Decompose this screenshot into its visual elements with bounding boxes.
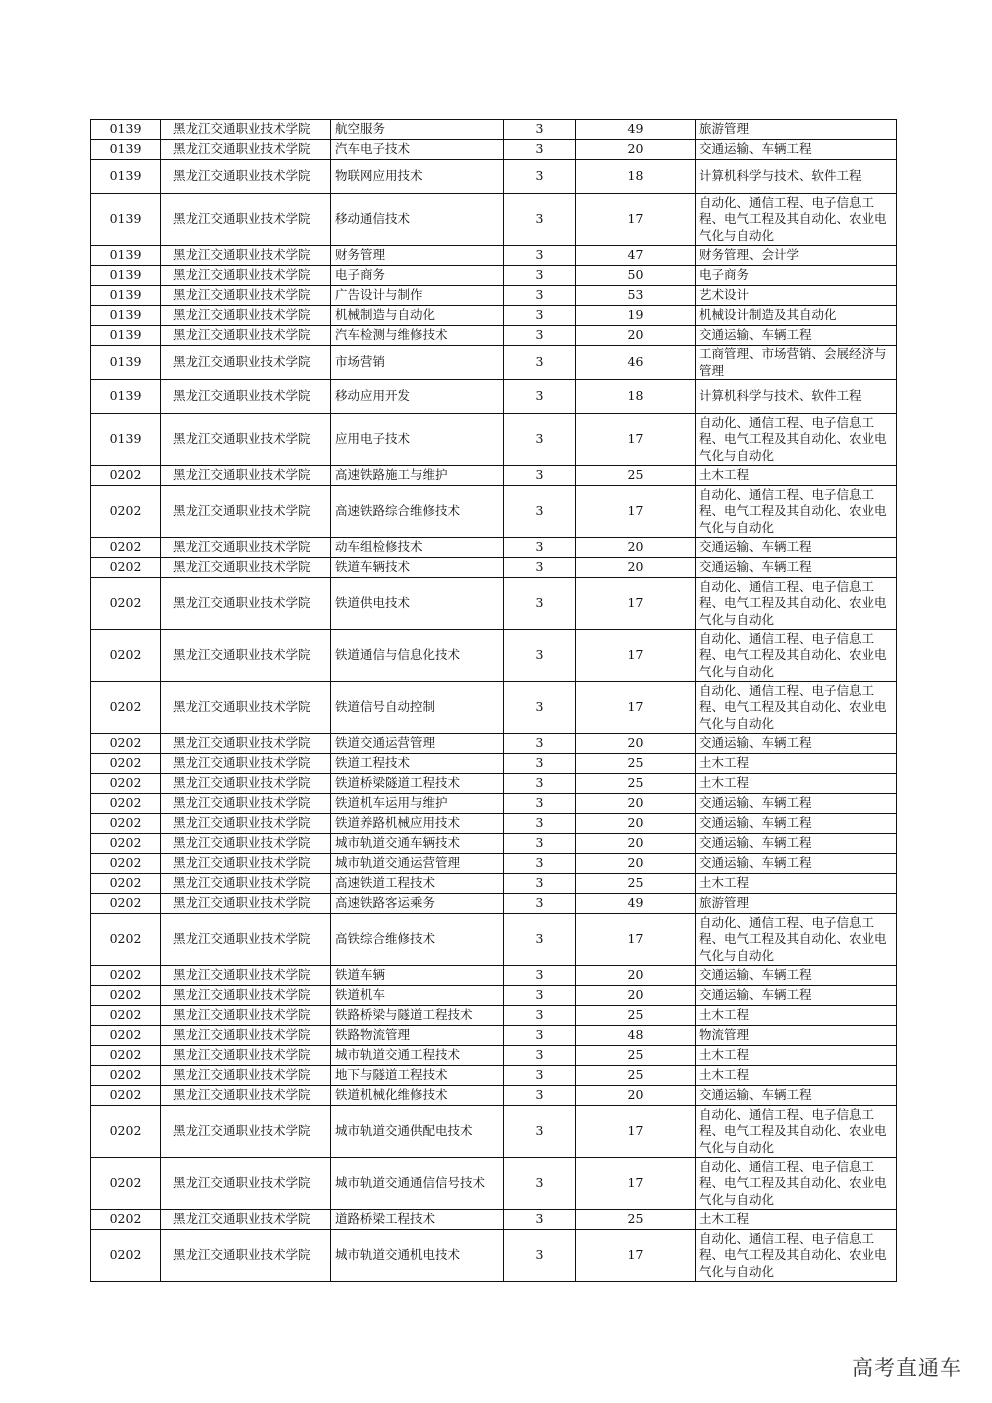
duration-cell: 3 xyxy=(504,286,576,306)
duration-cell: 3 xyxy=(504,1006,576,1026)
table-row xyxy=(91,894,897,914)
program-code-cell: 0202 xyxy=(91,1158,161,1210)
score-cell: 20 xyxy=(576,140,696,160)
duration-cell: 3 xyxy=(504,814,576,834)
school-name-cell: 黑龙江交通职业技术学院 xyxy=(161,914,331,966)
program-code-cell: 0202 xyxy=(91,558,161,578)
table-row xyxy=(91,854,897,874)
table-row xyxy=(91,414,897,466)
duration-cell: 3 xyxy=(504,558,576,578)
score-cell: 20 xyxy=(576,538,696,558)
major-name-cell: 电子商务 xyxy=(331,266,504,286)
target-major-cell: 交通运输、车辆工程 xyxy=(696,834,897,854)
major-name-cell: 铁路桥梁与隧道工程技术 xyxy=(331,1006,504,1026)
major-name-cell: 城市轨道交通供配电技术 xyxy=(331,1106,504,1158)
school-name-cell: 黑龙江交通职业技术学院 xyxy=(161,966,331,986)
table-row xyxy=(91,160,897,194)
program-code-cell: 0202 xyxy=(91,874,161,894)
major-name-cell: 城市轨道交通通信信号技术 xyxy=(331,1158,504,1210)
target-major-cell: 交通运输、车辆工程 xyxy=(696,986,897,1006)
major-name-cell: 广告设计与制作 xyxy=(331,286,504,306)
target-major-cell: 旅游管理 xyxy=(696,120,897,140)
score-cell: 20 xyxy=(576,986,696,1006)
score-cell: 17 xyxy=(576,1158,696,1210)
school-name-cell: 黑龙江交通职业技术学院 xyxy=(161,854,331,874)
school-name-cell: 黑龙江交通职业技术学院 xyxy=(161,486,331,538)
score-cell: 49 xyxy=(576,894,696,914)
program-code-cell: 0202 xyxy=(91,854,161,874)
program-code-cell: 0202 xyxy=(91,1046,161,1066)
program-code-cell: 0202 xyxy=(91,1086,161,1106)
duration-cell: 3 xyxy=(504,754,576,774)
table-row xyxy=(91,914,897,966)
duration-cell: 3 xyxy=(504,538,576,558)
table-row xyxy=(91,246,897,266)
score-cell: 17 xyxy=(576,194,696,246)
table-row xyxy=(91,558,897,578)
target-major-cell: 土木工程 xyxy=(696,466,897,486)
duration-cell: 3 xyxy=(504,1066,576,1086)
major-name-cell: 城市轨道交通车辆技术 xyxy=(331,834,504,854)
major-name-cell: 高速铁路施工与维护 xyxy=(331,466,504,486)
target-major-cell: 自动化、通信工程、电子信息工程、电气工程及其自动化、农业电气化与自动化 xyxy=(696,682,897,734)
table-row xyxy=(91,120,897,140)
target-major-cell: 工商管理、市场营销、会展经济与管理 xyxy=(696,346,897,380)
program-code-cell: 0139 xyxy=(91,346,161,380)
target-major-cell: 自动化、通信工程、电子信息工程、电气工程及其自动化、农业电气化与自动化 xyxy=(696,414,897,466)
target-major-cell: 旅游管理 xyxy=(696,894,897,914)
table-row xyxy=(91,1006,897,1026)
school-name-cell: 黑龙江交通职业技术学院 xyxy=(161,306,331,326)
major-name-cell: 航空服务 xyxy=(331,120,504,140)
major-name-cell: 铁道桥梁隧道工程技术 xyxy=(331,774,504,794)
duration-cell: 3 xyxy=(504,326,576,346)
target-major-cell: 自动化、通信工程、电子信息工程、电气工程及其自动化、农业电气化与自动化 xyxy=(696,1158,897,1210)
school-name-cell: 黑龙江交通职业技术学院 xyxy=(161,266,331,286)
target-major-cell: 土木工程 xyxy=(696,1066,897,1086)
target-major-cell: 物流管理 xyxy=(696,1026,897,1046)
school-name-cell: 黑龙江交通职业技术学院 xyxy=(161,326,331,346)
major-name-cell: 物联网应用技术 xyxy=(331,160,504,194)
program-code-cell: 0139 xyxy=(91,120,161,140)
target-major-cell: 土木工程 xyxy=(696,754,897,774)
target-major-cell: 交通运输、车辆工程 xyxy=(696,558,897,578)
target-major-cell: 计算机科学与技术、软件工程 xyxy=(696,160,897,194)
program-code-cell: 0202 xyxy=(91,578,161,630)
school-name-cell: 黑龙江交通职业技术学院 xyxy=(161,814,331,834)
program-code-cell: 0139 xyxy=(91,326,161,346)
program-code-cell: 0202 xyxy=(91,1106,161,1158)
duration-cell: 3 xyxy=(504,380,576,414)
program-code-cell: 0139 xyxy=(91,246,161,266)
duration-cell: 3 xyxy=(504,1046,576,1066)
major-name-cell: 道路桥梁工程技术 xyxy=(331,1210,504,1230)
major-name-cell: 铁路物流管理 xyxy=(331,1026,504,1046)
school-name-cell: 黑龙江交通职业技术学院 xyxy=(161,682,331,734)
program-code-cell: 0202 xyxy=(91,1066,161,1086)
score-cell: 25 xyxy=(576,466,696,486)
major-name-cell: 铁道机械化维修技术 xyxy=(331,1086,504,1106)
target-major-cell: 自动化、通信工程、电子信息工程、电气工程及其自动化、农业电气化与自动化 xyxy=(696,1106,897,1158)
score-cell: 17 xyxy=(576,630,696,682)
score-cell: 17 xyxy=(576,682,696,734)
score-cell: 25 xyxy=(576,774,696,794)
duration-cell: 3 xyxy=(504,834,576,854)
target-major-cell: 土木工程 xyxy=(696,1006,897,1026)
table-row xyxy=(91,1230,897,1282)
major-name-cell: 高铁综合维修技术 xyxy=(331,914,504,966)
program-code-cell: 0202 xyxy=(91,1026,161,1046)
major-name-cell: 汽车检测与维修技术 xyxy=(331,326,504,346)
table-row xyxy=(91,140,897,160)
table-row xyxy=(91,266,897,286)
program-code-cell: 0202 xyxy=(91,754,161,774)
duration-cell: 3 xyxy=(504,578,576,630)
school-name-cell: 黑龙江交通职业技术学院 xyxy=(161,894,331,914)
school-name-cell: 黑龙江交通职业技术学院 xyxy=(161,1230,331,1282)
major-name-cell: 铁道通信与信息化技术 xyxy=(331,630,504,682)
program-code-cell: 0202 xyxy=(91,986,161,1006)
major-name-cell: 铁道信号自动控制 xyxy=(331,682,504,734)
target-major-cell: 交通运输、车辆工程 xyxy=(696,854,897,874)
program-code-cell: 0139 xyxy=(91,286,161,306)
program-code-cell: 0139 xyxy=(91,414,161,466)
target-major-cell: 自动化、通信工程、电子信息工程、电气工程及其自动化、农业电气化与自动化 xyxy=(696,578,897,630)
school-name-cell: 黑龙江交通职业技术学院 xyxy=(161,1066,331,1086)
major-name-cell: 移动应用开发 xyxy=(331,380,504,414)
score-cell: 25 xyxy=(576,874,696,894)
duration-cell: 3 xyxy=(504,894,576,914)
school-name-cell: 黑龙江交通职业技术学院 xyxy=(161,194,331,246)
major-name-cell: 铁道供电技术 xyxy=(331,578,504,630)
score-cell: 50 xyxy=(576,266,696,286)
table-row xyxy=(91,1066,897,1086)
table-row xyxy=(91,306,897,326)
table-row xyxy=(91,1026,897,1046)
table-row xyxy=(91,326,897,346)
major-name-cell: 铁道交通运营管理 xyxy=(331,734,504,754)
school-name-cell: 黑龙江交通职业技术学院 xyxy=(161,414,331,466)
program-code-cell: 0202 xyxy=(91,682,161,734)
table-row xyxy=(91,682,897,734)
school-name-cell: 黑龙江交通职业技术学院 xyxy=(161,774,331,794)
duration-cell: 3 xyxy=(504,966,576,986)
score-cell: 18 xyxy=(576,380,696,414)
school-name-cell: 黑龙江交通职业技术学院 xyxy=(161,1006,331,1026)
watermark-text: 高考直通车 xyxy=(852,1356,962,1380)
program-code-cell: 0202 xyxy=(91,734,161,754)
duration-cell: 3 xyxy=(504,734,576,754)
score-cell: 20 xyxy=(576,814,696,834)
duration-cell: 3 xyxy=(504,414,576,466)
school-name-cell: 黑龙江交通职业技术学院 xyxy=(161,834,331,854)
program-code-cell: 0202 xyxy=(91,914,161,966)
duration-cell: 3 xyxy=(504,874,576,894)
program-code-cell: 0202 xyxy=(91,486,161,538)
school-name-cell: 黑龙江交通职业技术学院 xyxy=(161,538,331,558)
program-code-cell: 0202 xyxy=(91,1210,161,1230)
score-cell: 20 xyxy=(576,854,696,874)
target-major-cell: 机械设计制造及其自动化 xyxy=(696,306,897,326)
table-row xyxy=(91,794,897,814)
duration-cell: 3 xyxy=(504,1086,576,1106)
major-name-cell: 铁道车辆技术 xyxy=(331,558,504,578)
table-row xyxy=(91,754,897,774)
duration-cell: 3 xyxy=(504,306,576,326)
table-row xyxy=(91,966,897,986)
duration-cell: 3 xyxy=(504,246,576,266)
school-name-cell: 黑龙江交通职业技术学院 xyxy=(161,558,331,578)
table-row xyxy=(91,1046,897,1066)
target-major-cell: 计算机科学与技术、软件工程 xyxy=(696,380,897,414)
score-cell: 53 xyxy=(576,286,696,306)
target-major-cell: 交通运输、车辆工程 xyxy=(696,814,897,834)
program-code-cell: 0139 xyxy=(91,194,161,246)
score-cell: 46 xyxy=(576,346,696,380)
program-code-cell: 0202 xyxy=(91,794,161,814)
duration-cell: 3 xyxy=(504,794,576,814)
target-major-cell: 土木工程 xyxy=(696,1210,897,1230)
table-row xyxy=(91,1106,897,1158)
target-major-cell: 自动化、通信工程、电子信息工程、电气工程及其自动化、农业电气化与自动化 xyxy=(696,914,897,966)
score-cell: 20 xyxy=(576,558,696,578)
major-name-cell: 高速铁路综合维修技术 xyxy=(331,486,504,538)
major-name-cell: 铁道车辆 xyxy=(331,966,504,986)
program-code-cell: 0202 xyxy=(91,814,161,834)
score-cell: 17 xyxy=(576,414,696,466)
table-row xyxy=(91,194,897,246)
score-cell: 25 xyxy=(576,1006,696,1026)
program-code-cell: 0139 xyxy=(91,306,161,326)
score-cell: 19 xyxy=(576,306,696,326)
major-name-cell: 汽车电子技术 xyxy=(331,140,504,160)
score-cell: 47 xyxy=(576,246,696,266)
table-row xyxy=(91,1086,897,1106)
major-name-cell: 城市轨道交通机电技术 xyxy=(331,1230,504,1282)
target-major-cell: 交通运输、车辆工程 xyxy=(696,538,897,558)
target-major-cell: 电子商务 xyxy=(696,266,897,286)
table-row xyxy=(91,734,897,754)
school-name-cell: 黑龙江交通职业技术学院 xyxy=(161,120,331,140)
major-name-cell: 应用电子技术 xyxy=(331,414,504,466)
major-name-cell: 高速铁路客运乘务 xyxy=(331,894,504,914)
score-cell: 25 xyxy=(576,1066,696,1086)
school-name-cell: 黑龙江交通职业技术学院 xyxy=(161,630,331,682)
school-name-cell: 黑龙江交通职业技术学院 xyxy=(161,1026,331,1046)
school-name-cell: 黑龙江交通职业技术学院 xyxy=(161,578,331,630)
target-major-cell: 交通运输、车辆工程 xyxy=(696,734,897,754)
school-name-cell: 黑龙江交通职业技术学院 xyxy=(161,380,331,414)
school-name-cell: 黑龙江交通职业技术学院 xyxy=(161,246,331,266)
score-cell: 17 xyxy=(576,578,696,630)
duration-cell: 3 xyxy=(504,630,576,682)
program-code-cell: 0139 xyxy=(91,380,161,414)
table-row xyxy=(91,346,897,380)
target-major-cell: 财务管理、会计学 xyxy=(696,246,897,266)
score-cell: 25 xyxy=(576,1210,696,1230)
duration-cell: 3 xyxy=(504,1106,576,1158)
major-name-cell: 铁道机车 xyxy=(331,986,504,1006)
duration-cell: 3 xyxy=(504,1026,576,1046)
table-row xyxy=(91,578,897,630)
score-cell: 20 xyxy=(576,1086,696,1106)
score-cell: 25 xyxy=(576,1046,696,1066)
program-code-cell: 0202 xyxy=(91,834,161,854)
school-name-cell: 黑龙江交通职业技术学院 xyxy=(161,1106,331,1158)
duration-cell: 3 xyxy=(504,194,576,246)
duration-cell: 3 xyxy=(504,160,576,194)
program-code-cell: 0202 xyxy=(91,894,161,914)
duration-cell: 3 xyxy=(504,120,576,140)
table-row xyxy=(91,380,897,414)
table-row xyxy=(91,814,897,834)
school-name-cell: 黑龙江交通职业技术学院 xyxy=(161,1210,331,1230)
target-major-cell: 土木工程 xyxy=(696,774,897,794)
school-name-cell: 黑龙江交通职业技术学院 xyxy=(161,466,331,486)
program-code-cell: 0202 xyxy=(91,538,161,558)
program-code-cell: 0139 xyxy=(91,160,161,194)
school-name-cell: 黑龙江交通职业技术学院 xyxy=(161,140,331,160)
score-cell: 20 xyxy=(576,834,696,854)
duration-cell: 3 xyxy=(504,854,576,874)
duration-cell: 3 xyxy=(504,682,576,734)
school-name-cell: 黑龙江交通职业技术学院 xyxy=(161,986,331,1006)
program-code-cell: 0202 xyxy=(91,630,161,682)
duration-cell: 3 xyxy=(504,986,576,1006)
major-name-cell: 财务管理 xyxy=(331,246,504,266)
program-code-cell: 0202 xyxy=(91,466,161,486)
target-major-cell: 自动化、通信工程、电子信息工程、电气工程及其自动化、农业电气化与自动化 xyxy=(696,1230,897,1282)
school-name-cell: 黑龙江交通职业技术学院 xyxy=(161,1046,331,1066)
duration-cell: 3 xyxy=(504,1210,576,1230)
score-cell: 20 xyxy=(576,326,696,346)
program-code-cell: 0202 xyxy=(91,1006,161,1026)
school-name-cell: 黑龙江交通职业技术学院 xyxy=(161,346,331,380)
admission-table-container xyxy=(90,119,896,1282)
major-name-cell: 动车组检修技术 xyxy=(331,538,504,558)
major-name-cell: 城市轨道交通运营管理 xyxy=(331,854,504,874)
duration-cell: 3 xyxy=(504,1158,576,1210)
target-major-cell: 土木工程 xyxy=(696,874,897,894)
major-name-cell: 移动通信技术 xyxy=(331,194,504,246)
score-cell: 20 xyxy=(576,794,696,814)
program-code-cell: 0202 xyxy=(91,966,161,986)
major-name-cell: 铁道养路机械应用技术 xyxy=(331,814,504,834)
target-major-cell: 艺术设计 xyxy=(696,286,897,306)
school-name-cell: 黑龙江交通职业技术学院 xyxy=(161,794,331,814)
table-row xyxy=(91,466,897,486)
target-major-cell: 交通运输、车辆工程 xyxy=(696,1086,897,1106)
major-name-cell: 地下与隧道工程技术 xyxy=(331,1066,504,1086)
major-name-cell: 铁道工程技术 xyxy=(331,754,504,774)
target-major-cell: 土木工程 xyxy=(696,1046,897,1066)
score-cell: 17 xyxy=(576,486,696,538)
table-row xyxy=(91,1210,897,1230)
school-name-cell: 黑龙江交通职业技术学院 xyxy=(161,160,331,194)
school-name-cell: 黑龙江交通职业技术学院 xyxy=(161,734,331,754)
program-code-cell: 0202 xyxy=(91,774,161,794)
major-name-cell: 铁道机车运用与维护 xyxy=(331,794,504,814)
major-name-cell: 高速铁道工程技术 xyxy=(331,874,504,894)
target-major-cell: 交通运输、车辆工程 xyxy=(696,140,897,160)
table-row xyxy=(91,486,897,538)
duration-cell: 3 xyxy=(504,914,576,966)
table-row xyxy=(91,286,897,306)
score-cell: 49 xyxy=(576,120,696,140)
target-major-cell: 自动化、通信工程、电子信息工程、电气工程及其自动化、农业电气化与自动化 xyxy=(696,194,897,246)
table-row xyxy=(91,986,897,1006)
program-code-cell: 0139 xyxy=(91,140,161,160)
school-name-cell: 黑龙江交通职业技术学院 xyxy=(161,1086,331,1106)
major-name-cell: 机械制造与自动化 xyxy=(331,306,504,326)
school-name-cell: 黑龙江交通职业技术学院 xyxy=(161,874,331,894)
duration-cell: 3 xyxy=(504,140,576,160)
school-name-cell: 黑龙江交通职业技术学院 xyxy=(161,286,331,306)
score-cell: 20 xyxy=(576,966,696,986)
score-cell: 17 xyxy=(576,1230,696,1282)
target-major-cell: 交通运输、车辆工程 xyxy=(696,794,897,814)
program-code-cell: 0139 xyxy=(91,266,161,286)
target-major-cell: 自动化、通信工程、电子信息工程、电气工程及其自动化、农业电气化与自动化 xyxy=(696,630,897,682)
school-name-cell: 黑龙江交通职业技术学院 xyxy=(161,1158,331,1210)
table-row xyxy=(91,774,897,794)
table-row xyxy=(91,874,897,894)
duration-cell: 3 xyxy=(504,774,576,794)
table-row xyxy=(91,630,897,682)
major-name-cell: 市场营销 xyxy=(331,346,504,380)
duration-cell: 3 xyxy=(504,486,576,538)
score-cell: 17 xyxy=(576,914,696,966)
table-row xyxy=(91,834,897,854)
target-major-cell: 交通运输、车辆工程 xyxy=(696,326,897,346)
program-code-cell: 0202 xyxy=(91,1230,161,1282)
target-major-cell: 自动化、通信工程、电子信息工程、电气工程及其自动化、农业电气化与自动化 xyxy=(696,486,897,538)
score-cell: 25 xyxy=(576,754,696,774)
table-row xyxy=(91,538,897,558)
target-major-cell: 交通运输、车辆工程 xyxy=(696,966,897,986)
duration-cell: 3 xyxy=(504,346,576,380)
admission-table-body xyxy=(91,120,897,1282)
score-cell: 48 xyxy=(576,1026,696,1046)
major-name-cell: 城市轨道交通工程技术 xyxy=(331,1046,504,1066)
score-cell: 20 xyxy=(576,734,696,754)
table-row xyxy=(91,1158,897,1210)
duration-cell: 3 xyxy=(504,266,576,286)
school-name-cell: 黑龙江交通职业技术学院 xyxy=(161,754,331,774)
score-cell: 17 xyxy=(576,1106,696,1158)
duration-cell: 3 xyxy=(504,466,576,486)
admission-table xyxy=(90,119,897,1282)
score-cell: 18 xyxy=(576,160,696,194)
duration-cell: 3 xyxy=(504,1230,576,1282)
